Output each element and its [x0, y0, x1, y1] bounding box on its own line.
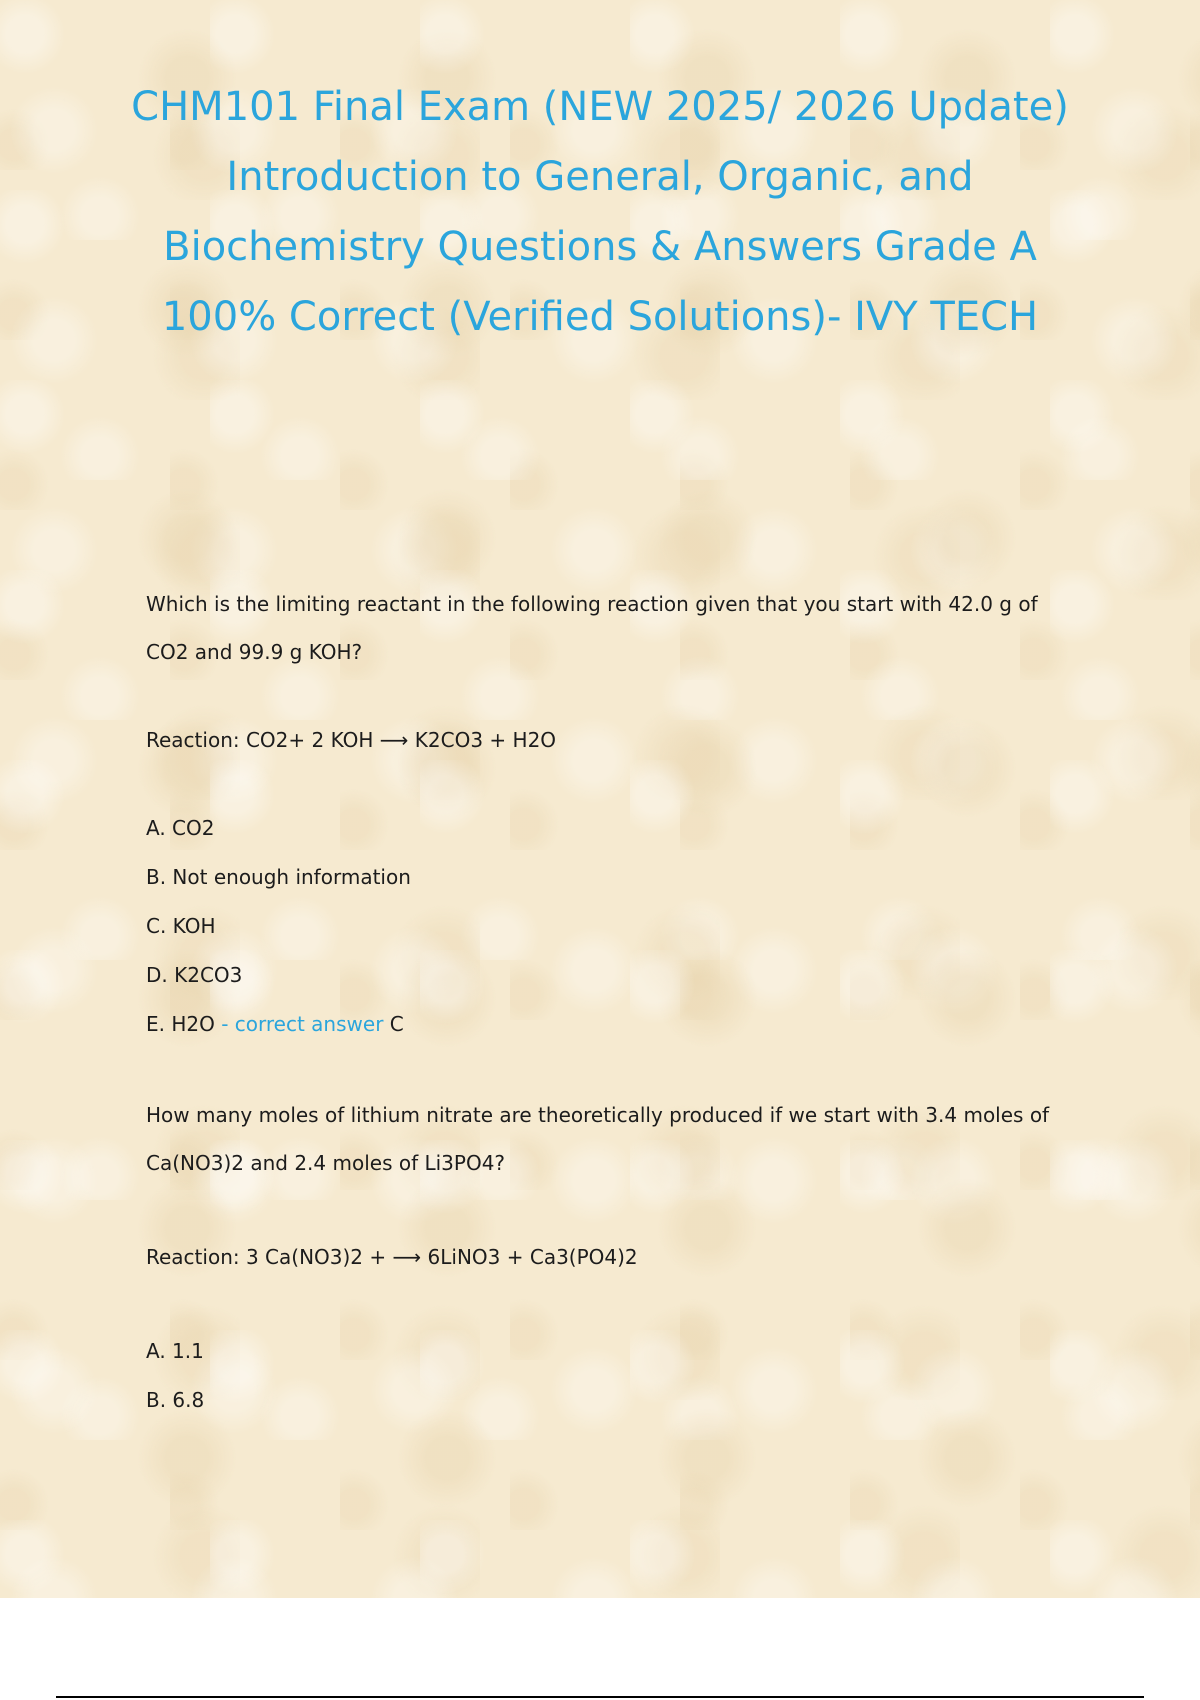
- document-body: [146, 580, 1086, 1425]
- option-e-text: E. H2O: [146, 1012, 215, 1036]
- reaction-equation: Reaction: 3 Ca(NO3)2 + ⟶ 6LiNO3 + Ca3(PO4)2: [146, 1245, 638, 1269]
- option-c: C. KOH: [146, 914, 216, 938]
- option-e: [146, 1000, 1086, 1049]
- option-a: A. CO2: [146, 816, 215, 840]
- document-title: CHM101 Final Exam (NEW 2025/ 2026 Update) Introduction to General, Organic, and Biochemistry Questions & Answers Grade A 100% Correct (Verified Solutions)- IVY TECH: [131, 84, 1069, 340]
- correct-answer-label: - correct answer: [214, 1012, 390, 1036]
- correct-answer-value: C: [389, 1012, 404, 1036]
- answer-options: [146, 1327, 1086, 1425]
- reaction-equation: Reaction: CO2+ 2 KOH ⟶ K2CO3 + H2O: [146, 728, 557, 752]
- footer-divider: [56, 1696, 1144, 1698]
- question-2: [146, 1091, 1086, 1425]
- option-b: B. Not enough information: [146, 865, 411, 889]
- option-a: A. 1.1: [146, 1339, 204, 1363]
- question-text: How many moles of lithium nitrate are theoretically produced if we start with 3.4 moles of Ca(NO3)2 and 2.4 moles of Li3PO4?: [146, 1103, 1050, 1175]
- option-d: D. K2CO3: [146, 963, 243, 987]
- question-text: Which is the limiting reactant in the following reaction given that you start with 42.0 g of CO2 and 99.9 g KOH?: [146, 592, 1038, 664]
- question-1: [146, 580, 1086, 1049]
- option-b: B. 6.8: [146, 1388, 205, 1412]
- answer-options: [146, 804, 1086, 1049]
